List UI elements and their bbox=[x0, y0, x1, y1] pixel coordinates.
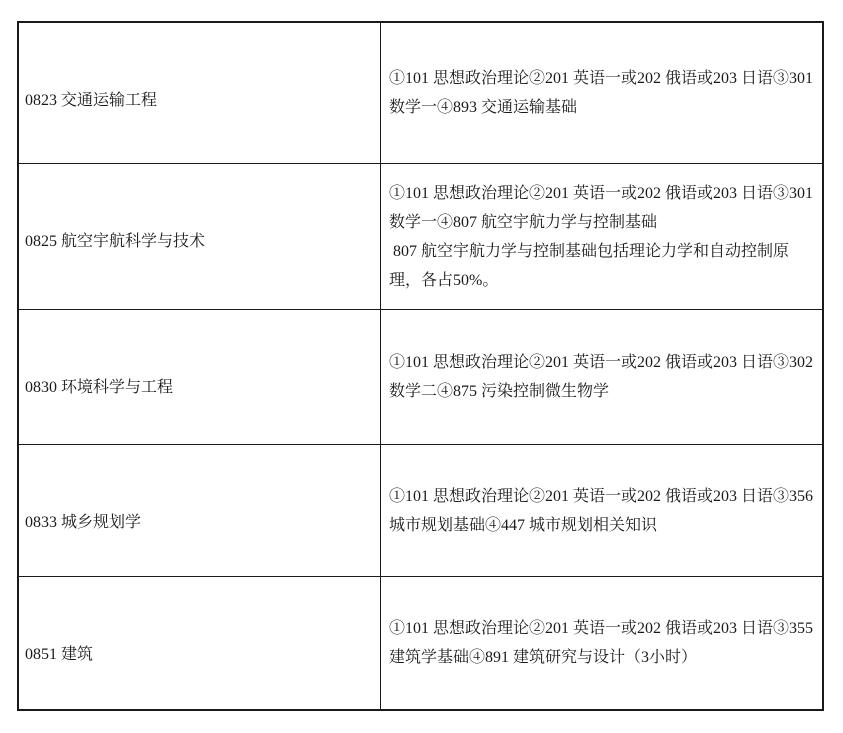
exam-subjects-cell bbox=[381, 23, 822, 163]
table-row bbox=[19, 309, 822, 444]
program-code-title: 0825 航空宇航科学与技术 bbox=[25, 233, 206, 250]
program-cell bbox=[19, 164, 381, 309]
program-cell bbox=[19, 23, 381, 163]
program-code-title: 0833 城乡规划学 bbox=[25, 514, 142, 531]
exam-subjects-cell bbox=[381, 577, 822, 709]
exam-subjects-cell bbox=[381, 310, 822, 444]
exam-subjects: ①101 思想政治理论②201 英语一或202 俄语或203 日语③301 数学一④807 航空宇航力学与控制基础 bbox=[389, 184, 818, 231]
exam-subjects: ①101 思想政治理论②201 英语一或202 俄语或203 日语③355 建筑学基础④891 建筑研究与设计（3小时） bbox=[389, 620, 818, 666]
table-row bbox=[19, 444, 822, 576]
table-row bbox=[19, 163, 822, 309]
program-code-title: 0851 建筑 bbox=[25, 646, 94, 663]
program-cell bbox=[19, 310, 381, 444]
program-cell bbox=[19, 577, 381, 709]
exam-subjects: ①101 思想政治理论②201 英语一或202 俄语或203 日语③356 城市规划基础④447 城市规划相关知识 bbox=[389, 487, 818, 534]
program-code-title: 0830 环境科学与工程 bbox=[25, 379, 174, 396]
program-code-title: 0823 交通运输工程 bbox=[25, 92, 158, 109]
program-cell bbox=[19, 445, 381, 576]
table-row bbox=[19, 23, 822, 163]
exam-subjects: ①101 思想政治理论②201 英语一或202 俄语或203 日语③302 数学二④875 污染控制微生物学 bbox=[389, 354, 818, 400]
table-row bbox=[19, 576, 822, 709]
exam-subjects: ①101 思想政治理论②201 英语一或202 俄语或203 日语③301 数学一④893 交通运输基础 bbox=[389, 70, 818, 116]
admissions-table bbox=[17, 21, 824, 711]
exam-note: 807 航空宇航力学与控制基础包括理论力学和自动控制原理，各占50%。 bbox=[389, 242, 790, 289]
exam-subjects-cell bbox=[381, 445, 822, 576]
exam-subjects-cell bbox=[381, 164, 822, 309]
